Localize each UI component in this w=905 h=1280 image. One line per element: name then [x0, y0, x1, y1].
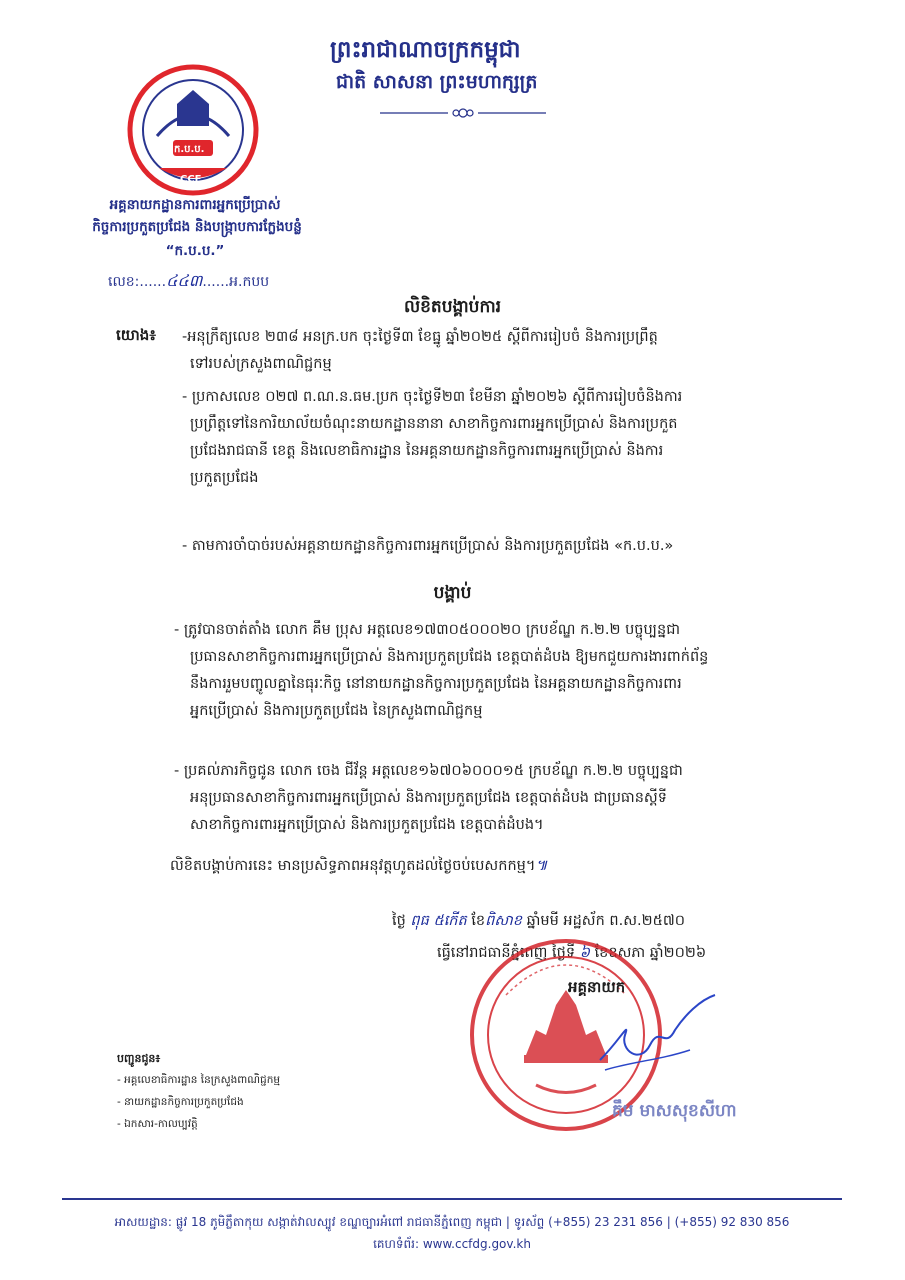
order-item-2-line-1: - ប្រគល់ភារកិច្ចជូន លោក ចេង ជីវ័ន្ត អត្តលេខ១៦៧០៦០០០១៥ ក្របខ័ណ្ឌ ក.២.២ បច្ចុប្បន្នជា — [174, 763, 683, 779]
document-title: លិខិតបង្គាប់ការ — [403, 297, 502, 317]
department-line-3: “ក.ប.ប.” — [165, 243, 225, 259]
department-line-2: កិច្ចការប្រកួតប្រជែង និងបង្ក្រាបការក្លែងបន្លំ — [92, 219, 302, 235]
date-suffix: ឆ្នាំមមី អដ្ឋស័ក ព.ស.២៥៧០ — [526, 913, 686, 929]
reference-label-suffix: ......អ.កបប — [202, 274, 270, 290]
seen-item-2-line-1: - ប្រកាសលេខ ០២៧ ព.ណ.ន.ធម.ប្រក ចុះថ្ងៃទី២៣ ខែមីនា ឆ្នាំ២០២៦ ស្តីពីការរៀបចំនិងការ — [182, 389, 683, 405]
date-handwritten-month: ពិសាខ — [485, 913, 522, 929]
kingdom-title: ព្រះរាជាណាចក្រកម្ពុជា — [330, 37, 521, 63]
date-handwritten-day: ពុធ ៥កើត — [410, 913, 467, 929]
director-general-title: អគ្គនាយក — [568, 978, 626, 996]
recipient-item: - ឯកសារ-កាលប្បវត្តិ — [117, 1118, 198, 1130]
date-month-label: ខែ — [471, 913, 486, 929]
place-suffix: ខែឧសភា ឆ្នាំ២០២៦ — [594, 945, 707, 961]
date-prefix: ថ្ងៃ — [392, 913, 406, 929]
seen-item-2-line-4: ប្រកួតប្រជែង — [190, 470, 259, 486]
reference-handwritten-number: ៤៤៣ — [166, 271, 203, 290]
order-item-2-line-2: អនុប្រធានសាខាកិច្ចការពារអ្នកប្រើប្រាស់ និងការប្រកួតប្រជែង ខេត្តបាត់ដំបង ជាប្រធានស្តីទី — [190, 790, 667, 806]
footer-website: គេហទំព័រ: www.ccfdg.gov.kh — [373, 1237, 531, 1251]
national-motto: ជាតិ សាសនា ព្រះមហាក្សត្រ — [336, 71, 538, 93]
seen-label: យោង៖ — [116, 326, 156, 344]
seen-item-1-line-1: -អនុក្រឹត្យលេខ ២៣៨ អនក្រ.បក ចុះថ្ងៃទី៣ ខែធ្នូ ឆ្នាំ២០២៥ ស្តីពីការរៀបចំ និងការប្រព្រឹត្ត — [182, 329, 658, 345]
reference-label-prefix: លេខ:...... — [108, 274, 167, 290]
order-title: បង្គាប់ — [433, 583, 472, 603]
reference-number — [108, 270, 269, 294]
footer-address: អាសយដ្ឋាន: ផ្លូវ 18 ភូមិភ្លឹតាកុយ សង្កាត់វាលស្បូវ ខណ្ឌច្បារអំពៅ រាជធានីភ្នំពេញ កម្ពុជា | ទូរស័ព្ទ (+855) 23 231 856 | (+855) 92 830 856 — [114, 1215, 790, 1229]
place-handwritten-day: ៦ — [579, 945, 590, 961]
effect-statement: លិខិតបង្គាប់ការនេះ មានប្រសិទ្ធភាពអនុវត្តហូតដល់ថ្ងៃចប់បេសកកម្ម។ — [170, 858, 536, 874]
effect-end-mark: ៕ — [535, 858, 548, 874]
logo-badge-text: ក.ប.ប. — [174, 144, 205, 155]
footer-divider — [62, 1198, 842, 1200]
lunar-date-line — [392, 912, 685, 933]
order-item-1-line-4: អ្នកប្រើប្រាស់ និងការប្រកួតប្រជែង នៃក្រសួងពាណិជ្ជកម្ម — [190, 703, 483, 719]
department-line-1: អគ្គនាយកដ្ឋានការពារអ្នកប្រើប្រាស់ — [109, 197, 281, 213]
effect-statement-line — [170, 853, 547, 880]
seen-item-2-line-2: ប្រព្រឹត្តទៅនៃការិយាល័យចំណុះនាយកដ្ឋាននានា សាខាកិច្ចការពារអ្នកប្រើប្រាស់ និងការប្រកួត — [190, 416, 678, 432]
place-prefix: ធ្វើនៅរាជធានីភ្នំពេញ ថ្ងៃទី — [437, 945, 576, 961]
seen-item-1-line-2: ទៅរបស់ក្រសួងពាណិជ្ជកម្ម — [190, 356, 332, 372]
order-item-2-line-3: សាខាកិច្ចការពារអ្នកប្រើប្រាស់ និងការប្រកួតប្រជែង ខេត្តបាត់ដំបង។ — [190, 817, 544, 833]
ornament-divider — [378, 106, 548, 120]
logo-acronym: CCF — [180, 174, 202, 185]
recipient-item: - អគ្គលេខាធិការដ្ឋាន នៃក្រសួងពាណិជ្ជកម្ម — [117, 1074, 281, 1086]
signer-name: គឹម មាសសុខសីហា — [612, 1101, 737, 1121]
seen-item-2-line-3: ប្រជែងរាជធានី ខេត្ត និងលេខាធិការដ្ឋាន នៃអគ្គនាយកដ្ឋានកិច្ចការពារអ្នកប្រើប្រាស់ និងការ — [190, 443, 664, 459]
seen-item-3-line-1: - តាមការចាំបាច់របស់អគ្គនាយកដ្ឋានកិច្ចការពារអ្នកប្រើប្រាស់ និងការប្រកួតប្រជែង «ក.ប.ប.» — [182, 538, 674, 554]
handwritten-signature — [590, 990, 720, 1080]
order-item-1-line-2: ប្រធានសាខាកិច្ចការពារអ្នកប្រើប្រាស់ និងការប្រកួតប្រជែង ខេត្តបាត់ដំបង ឱ្យមកជួយការងារពាក់ព័ន្ធ — [190, 649, 709, 665]
order-item-1-line-3: នឹងការរួមបញ្ចូលគ្នានៃធុរៈកិច្ច នៅនាយកដ្ឋានកិច្ចការប្រកួតប្រជែង នៃអគ្គនាយកដ្ឋានកិច្ចការពារ — [190, 676, 682, 692]
order-item-1-line-1: - ត្រូវបានចាត់តាំង លោក គឹម ប្រុស អត្តលេខ១៧៣០៥០០០២០ ក្របខ័ណ្ឌ ក.២.២ បច្ចុប្បន្នជា — [174, 622, 681, 638]
recipients-title: បញ្ជូនជូន៖ — [117, 1052, 161, 1065]
recipient-item: - នាយកដ្ឋានកិច្ចការប្រកួតប្រជែង — [117, 1096, 244, 1108]
